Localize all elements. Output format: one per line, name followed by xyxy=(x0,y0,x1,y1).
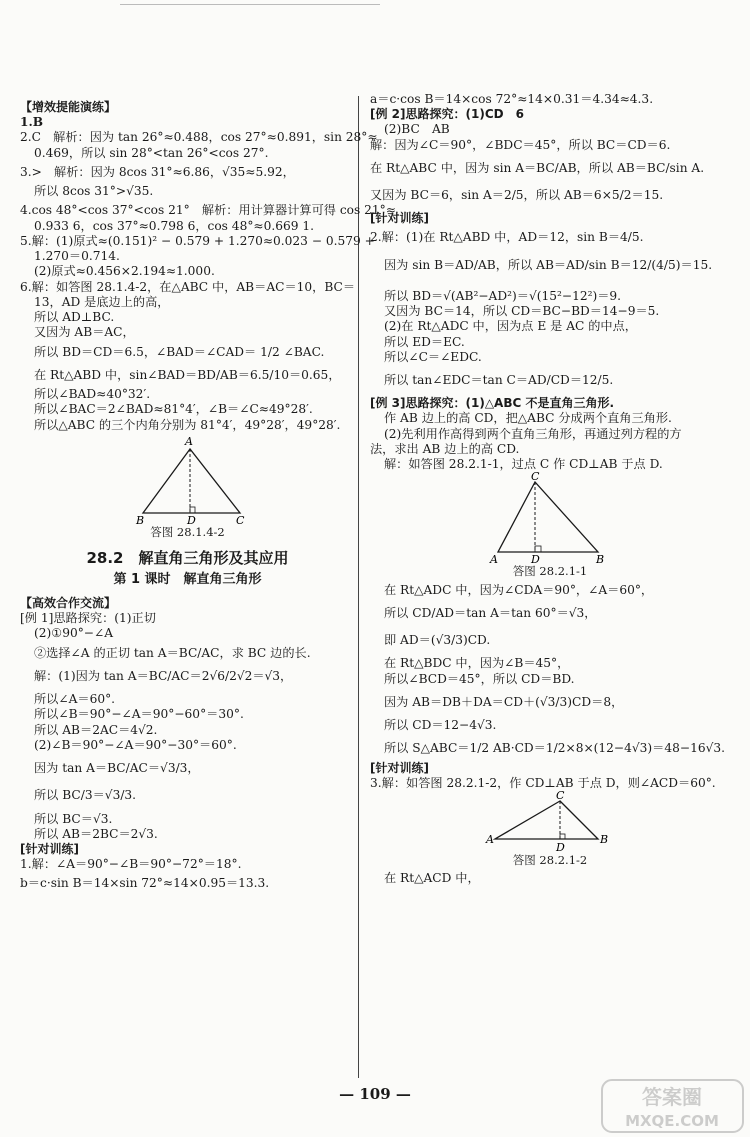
answer-line: 所以∠BCD＝45°，所以 CD＝BD. xyxy=(384,671,575,686)
figure-caption: 答图 28.1.4-2 xyxy=(150,524,225,539)
answer-line: 又因为 BC＝6，sin A＝2/5，所以 AB＝6×5/2＝15. xyxy=(370,188,664,202)
answer-line: 0.469，所以 sin 28°<tan 26°<cos 27°. xyxy=(34,145,269,160)
vertex-label: D xyxy=(531,553,540,565)
answer-line: 2.C 解析：因为 tan 26°≈0.488，cos 27°≈0.891，sin 28°≈ xyxy=(20,130,378,145)
vertex-label: A xyxy=(490,553,498,565)
answer-line: 在 Rt△BDC 中，因为∠B＝45°， xyxy=(384,656,570,671)
answer-line: 所以△ABC 的三个内角分别为 81°4′，49°28′，49°28′. xyxy=(34,417,341,432)
answer-line: 在 Rt△ABC 中，因为 sin A＝BC/AB，所以 AB＝BC/sin A. xyxy=(370,160,705,175)
vertex-label: D xyxy=(187,513,196,525)
answer-line: 在 Rt△ACD 中， xyxy=(384,871,480,886)
answer-line: 所以 AD⊥BC. xyxy=(34,310,115,324)
vertex-label: A xyxy=(486,832,494,846)
answer-line: 即 AD＝(√3/3)CD. xyxy=(384,633,491,648)
answer-line: 所以∠BAC＝2∠BAD≈81°4′，∠B＝∠C≈49°28′. xyxy=(34,402,313,417)
page-number: — 109 — xyxy=(339,1085,411,1103)
vertex-label: B xyxy=(136,513,145,525)
answer-line: 所以 BD＝√(AB²−AD²)＝√(15²−12²)＝9. xyxy=(384,288,622,303)
answer-line: 因为 tan A＝BC/AC＝√3/3， xyxy=(34,761,200,776)
answer-line: 4.cos 48°<cos 37°<cos 21° 解析：用计算器计算可得 cos 21°≈ xyxy=(20,203,396,218)
triangle-figure-28-2-1-2 xyxy=(370,791,730,853)
answer-line: 所以 CD/AD＝tan A＝tan 60°＝√3， xyxy=(384,605,597,620)
answer-line: [例 1]思路探究：(1)正切 xyxy=(20,611,156,626)
answer-line: 解：如答图 28.2.1-1，过点 C 作 CD⊥AB 于点 D. xyxy=(384,457,663,471)
answer-line: 所以∠B＝90°−∠A＝90°−60°＝30°. xyxy=(34,707,244,722)
answer-line: 1.B xyxy=(20,115,44,129)
answer-line: 2.解：(1)在 Rt△ABD 中，AD＝12，sin B＝4/5. xyxy=(370,230,644,245)
answer-line: 5.解：(1)原式≈(0.151)² − 0.579 + 1.270≈0.023 − 0.579 + xyxy=(20,233,375,248)
right-column xyxy=(370,92,730,887)
svg-text:MXQE.COM: MXQE.COM xyxy=(625,1112,719,1130)
section-heading: [例 3]思路探究：(1)△ABC 不是直角三角形. xyxy=(370,396,615,411)
watermark-logo xyxy=(600,1078,745,1134)
answer-line: 3.> 解析：因为 8cos 31°≈6.86，√35≈5.92， xyxy=(20,164,295,179)
answer-line: 13，AD 是底边上的高， xyxy=(34,294,170,309)
answer-line: 又因为 BC＝14，所以 CD＝BC−BD＝14−9＝5. xyxy=(384,304,660,318)
answer-line: 所以∠BAD≈40°32′. xyxy=(34,387,151,401)
answer-line: (2)在 Rt△ADC 中，因为点 E 是 AC 的中点， xyxy=(384,319,637,334)
triangle-figure-28-2-1-1 xyxy=(370,472,730,564)
answer-line: 法，求出 AB 边上的高 CD. xyxy=(370,441,520,456)
answer-line: 解：因为∠C＝90°，∠BDC＝45°，所以 BC＝CD＝6. xyxy=(370,137,671,152)
answer-line: (2)①90°−∠A xyxy=(34,626,114,641)
answer-line: 0.933 6，cos 37°≈0.798 6，cos 48°≈0.669 1. xyxy=(34,218,315,233)
answer-line: ②选择∠A 的正切 tan A＝BC/AC，求 BC 边的长. xyxy=(34,645,311,660)
answer-line: 因为 AB＝DB＋DA＝CD＋(√3/3)CD＝8， xyxy=(384,694,624,709)
answer-line: (2)BC AB xyxy=(384,122,450,137)
vertex-label: C xyxy=(531,472,540,484)
answer-line: 3.解：如答图 28.2.1-2，作 CD⊥AB 于点 D，则∠ACD＝60°. xyxy=(370,775,716,790)
left-column xyxy=(20,100,396,892)
answer-line: 所以 CD＝12−4√3. xyxy=(384,718,497,733)
answer-line: 所以 tan∠EDC＝tan C＝AD/CD＝12/5. xyxy=(384,373,614,387)
section-heading: [针对训练] xyxy=(370,760,429,775)
answer-line: 6.解：如答图 28.1.4-2，在△ABC 中，AB＝AC＝10，BC＝ xyxy=(20,279,356,294)
answer-line: 作 AB 边上的高 CD，把△ABC 分成两个直角三角形. xyxy=(384,411,672,426)
vertex-label: A xyxy=(185,434,193,448)
answer-line: (2)∠B＝90°−∠A＝90°−30°＝60°. xyxy=(34,737,237,752)
answer-line: 在 Rt△ABD 中，sin∠BAD＝BD/AB＝6.5/10＝0.65， xyxy=(34,367,341,382)
answer-line: 所以 8cos 31°>√35. xyxy=(34,184,154,198)
answer-line: 因为 sin B＝AD/AB，所以 AB＝AD/sin B＝12/(4/5)＝15. xyxy=(384,257,713,272)
section-heading: 【高效合作交流】 xyxy=(20,596,117,611)
answer-line: (2)原式≈0.456×2.194≈1.000. xyxy=(34,264,215,279)
answer-line: 所以∠C＝∠EDC. xyxy=(384,349,482,364)
answer-line: 所以 AB＝2AC＝4√2. xyxy=(34,722,158,737)
svg-text:答案圈: 答案圈 xyxy=(642,1085,702,1109)
vertex-label: B xyxy=(596,553,605,565)
answer-line: 所以 ED＝EC. xyxy=(384,334,465,349)
answer-line: 1.解：∠A＝90°−∠B＝90°−72°＝18°. xyxy=(20,857,242,872)
answer-line: 所以 BD＝CD＝6.5，∠BAD＝∠CAD＝ 1/2 ∠BAC. xyxy=(34,344,325,359)
section-heading: 【增效提能演练】 xyxy=(20,100,117,114)
vertex-label: C xyxy=(236,513,245,525)
section-heading: [针对训练] xyxy=(20,842,79,857)
answer-line: 所以 S△ABC＝1/2 AB·CD＝1/2×8×(12−4√3)＝48−16√3. xyxy=(384,741,725,756)
vertex-label: C xyxy=(556,790,565,802)
triangle-figure-28-1-4-2 xyxy=(20,433,355,525)
answer-line: 所以 BC/3＝√3/3. xyxy=(34,788,137,803)
top-rule xyxy=(120,4,380,5)
answer-line: a＝c·cos B＝14×cos 72°≈14×0.31＝4.34≈4.3. xyxy=(370,92,654,106)
answer-line: (2)先利用作高得到两个直角三角形，再通过列方程的方 xyxy=(384,426,682,441)
answer-line: 又因为 AB＝AC， xyxy=(34,325,135,340)
section-heading: [针对训练] xyxy=(370,211,429,226)
answer-line: 所以 BC＝√3. xyxy=(34,811,113,826)
answer-line: 在 Rt△ADC 中，因为∠CDA＝90°，∠A＝60°， xyxy=(384,582,654,597)
figure-caption: 答图 28.2.1-2 xyxy=(512,852,588,867)
answer-line: b＝c·sin B＝14×sin 72°≈14×0.95＝13.3. xyxy=(20,876,270,891)
answer-line: 1.270＝0.714. xyxy=(34,249,120,263)
vertex-label: B xyxy=(600,832,609,846)
answer-line: 解：(1)因为 tan A＝BC/AC＝2√6/2√2＝√3， xyxy=(34,668,293,683)
vertex-label: D xyxy=(556,840,565,853)
section-heading: [例 2]思路探究：(1)CD 6 xyxy=(370,107,524,122)
section-title: 28.2 解直角三角形及其应用 xyxy=(86,549,289,568)
answer-line: 所以∠A＝60°. xyxy=(34,692,116,707)
figure-caption: 答图 28.2.1-1 xyxy=(512,564,588,579)
answer-line: 所以 AB＝2BC＝2√3. xyxy=(34,826,158,841)
lesson-title: 第 1 课时 解直角三角形 xyxy=(113,571,262,587)
